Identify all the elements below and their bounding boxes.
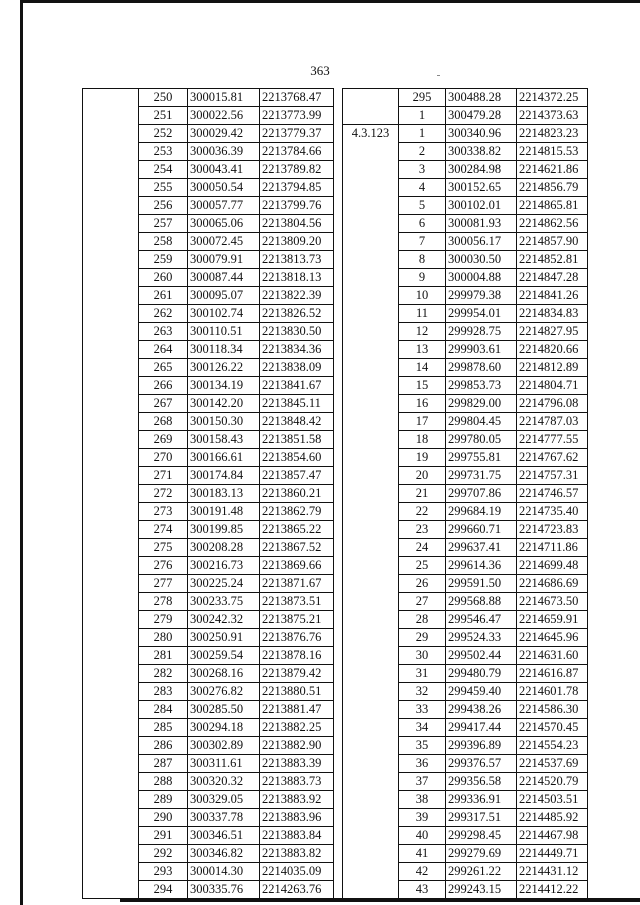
- x-coordinate-cell: 299298.45: [446, 827, 517, 845]
- x-coordinate-cell: 299853.73: [446, 377, 517, 395]
- point-number-cell: 260: [139, 269, 188, 287]
- x-coordinate-cell: 299660.71: [446, 521, 517, 539]
- y-coordinate-cell: 2214263.76: [260, 881, 334, 899]
- point-number-cell: 25: [399, 557, 446, 575]
- x-coordinate-cell: 299438.26: [446, 701, 517, 719]
- y-coordinate-cell: 2214412.22: [517, 881, 588, 899]
- x-coordinate-cell: 299568.88: [446, 593, 517, 611]
- coordinates-table-right: [342, 88, 588, 899]
- point-number-cell: 281: [139, 647, 188, 665]
- coordinates-table-right-body: [343, 89, 588, 899]
- point-number-cell: 3: [399, 161, 446, 179]
- x-coordinate-cell: 300250.91: [188, 629, 260, 647]
- x-coordinate-cell: 300102.74: [188, 305, 260, 323]
- coordinates-table-left: [82, 88, 334, 899]
- y-coordinate-cell: 2213818.13: [260, 269, 334, 287]
- y-coordinate-cell: 2214820.66: [517, 341, 588, 359]
- scan-edge-left: [20, 0, 23, 905]
- x-coordinate-cell: 299954.01: [446, 305, 517, 323]
- x-coordinate-cell: 299459.40: [446, 683, 517, 701]
- point-number-cell: 285: [139, 719, 188, 737]
- y-coordinate-cell: 2213848.42: [260, 413, 334, 431]
- point-number-cell: 272: [139, 485, 188, 503]
- x-coordinate-cell: 299243.15: [446, 881, 517, 899]
- scan-edge-top: [20, 0, 640, 3]
- y-coordinate-cell: 2213883.82: [260, 845, 334, 863]
- x-coordinate-cell: 299755.81: [446, 449, 517, 467]
- y-coordinate-cell: 2214856.79: [517, 179, 588, 197]
- point-number-cell: 275: [139, 539, 188, 557]
- point-number-cell: 289: [139, 791, 188, 809]
- y-coordinate-cell: 2213883.39: [260, 755, 334, 773]
- point-number-cell: 251: [139, 107, 188, 125]
- y-coordinate-cell: 2214616.87: [517, 665, 588, 683]
- x-coordinate-cell: 299829.00: [446, 395, 517, 413]
- point-number-cell: 290: [139, 809, 188, 827]
- x-coordinate-cell: 300259.54: [188, 647, 260, 665]
- y-coordinate-cell: 2214862.56: [517, 215, 588, 233]
- y-coordinate-cell: 2213794.85: [260, 179, 334, 197]
- y-coordinate-cell: 2213879.42: [260, 665, 334, 683]
- x-coordinate-cell: 300302.89: [188, 737, 260, 755]
- y-coordinate-cell: 2214723.83: [517, 521, 588, 539]
- section-cell-empty: [83, 89, 139, 899]
- x-coordinate-cell: 300081.93: [446, 215, 517, 233]
- y-coordinate-cell: 2213883.73: [260, 773, 334, 791]
- point-number-cell: 33: [399, 701, 446, 719]
- point-number-cell: 267: [139, 395, 188, 413]
- y-coordinate-cell: 2213875.21: [260, 611, 334, 629]
- y-coordinate-cell: 2214631.60: [517, 647, 588, 665]
- x-coordinate-cell: 300050.54: [188, 179, 260, 197]
- x-coordinate-cell: 300004.88: [446, 269, 517, 287]
- point-number-cell: 43: [399, 881, 446, 899]
- y-coordinate-cell: 2214823.23: [517, 125, 588, 143]
- y-coordinate-cell: 2213871.67: [260, 575, 334, 593]
- y-coordinate-cell: 2213876.76: [260, 629, 334, 647]
- point-number-cell: 42: [399, 863, 446, 881]
- x-coordinate-cell: 300015.81: [188, 89, 260, 107]
- x-coordinate-cell: 300268.16: [188, 665, 260, 683]
- x-coordinate-cell: 299317.51: [446, 809, 517, 827]
- x-coordinate-cell: 299336.91: [446, 791, 517, 809]
- x-coordinate-cell: 300102.01: [446, 197, 517, 215]
- y-coordinate-cell: 2213822.39: [260, 287, 334, 305]
- point-number-cell: 262: [139, 305, 188, 323]
- point-number-cell: 279: [139, 611, 188, 629]
- point-number-cell: 9: [399, 269, 446, 287]
- point-number-cell: 252: [139, 125, 188, 143]
- y-coordinate-cell: 2214735.40: [517, 503, 588, 521]
- y-coordinate-cell: 2214673.50: [517, 593, 588, 611]
- x-coordinate-cell: 299417.44: [446, 719, 517, 737]
- point-number-cell: 23: [399, 521, 446, 539]
- x-coordinate-cell: 300036.39: [188, 143, 260, 161]
- point-number-cell: 31: [399, 665, 446, 683]
- y-coordinate-cell: 2214767.62: [517, 449, 588, 467]
- point-number-cell: 30: [399, 647, 446, 665]
- point-number-cell: 288: [139, 773, 188, 791]
- x-coordinate-cell: 299731.75: [446, 467, 517, 485]
- point-number-cell: 258: [139, 233, 188, 251]
- y-coordinate-cell: 2214834.83: [517, 305, 588, 323]
- x-coordinate-cell: 300056.17: [446, 233, 517, 251]
- y-coordinate-cell: 2213779.37: [260, 125, 334, 143]
- x-coordinate-cell: 299356.58: [446, 773, 517, 791]
- x-coordinate-cell: 299376.57: [446, 755, 517, 773]
- x-coordinate-cell: 300118.34: [188, 341, 260, 359]
- y-coordinate-cell: 2213883.92: [260, 791, 334, 809]
- point-number-cell: 39: [399, 809, 446, 827]
- x-coordinate-cell: 299979.38: [446, 287, 517, 305]
- coordinates-table-left-body: [83, 89, 334, 899]
- table-row: [343, 125, 588, 143]
- point-number-cell: 250: [139, 89, 188, 107]
- x-coordinate-cell: 299502.44: [446, 647, 517, 665]
- x-coordinate-cell: 299878.60: [446, 359, 517, 377]
- y-coordinate-cell: 2214746.57: [517, 485, 588, 503]
- point-number-cell: 5: [399, 197, 446, 215]
- y-coordinate-cell: 2214537.69: [517, 755, 588, 773]
- x-coordinate-cell: 299804.45: [446, 413, 517, 431]
- point-number-cell: 2: [399, 143, 446, 161]
- y-coordinate-cell: 2214777.55: [517, 431, 588, 449]
- x-coordinate-cell: 299524.33: [446, 629, 517, 647]
- point-number-cell: 40: [399, 827, 446, 845]
- y-coordinate-cell: 2213773.99: [260, 107, 334, 125]
- point-number-cell: 293: [139, 863, 188, 881]
- y-coordinate-cell: 2214699.48: [517, 557, 588, 575]
- x-coordinate-cell: 300030.50: [446, 251, 517, 269]
- y-coordinate-cell: 2213845.11: [260, 395, 334, 413]
- y-coordinate-cell: 2214372.25: [517, 89, 588, 107]
- y-coordinate-cell: 2213882.90: [260, 737, 334, 755]
- point-number-cell: 15: [399, 377, 446, 395]
- point-number-cell: 14: [399, 359, 446, 377]
- y-coordinate-cell: 2213784.66: [260, 143, 334, 161]
- y-coordinate-cell: 2214796.08: [517, 395, 588, 413]
- x-coordinate-cell: 300087.44: [188, 269, 260, 287]
- point-number-cell: 41: [399, 845, 446, 863]
- x-coordinate-cell: 299480.79: [446, 665, 517, 683]
- x-coordinate-cell: 300152.65: [446, 179, 517, 197]
- y-coordinate-cell: 2214570.45: [517, 719, 588, 737]
- point-number-cell: 257: [139, 215, 188, 233]
- point-number-cell: 29: [399, 629, 446, 647]
- y-coordinate-cell: 2213854.60: [260, 449, 334, 467]
- point-number-cell: 7: [399, 233, 446, 251]
- point-number-cell: 6: [399, 215, 446, 233]
- y-coordinate-cell: 2214841.26: [517, 287, 588, 305]
- y-coordinate-cell: 2213882.25: [260, 719, 334, 737]
- point-number-cell: 266: [139, 377, 188, 395]
- y-coordinate-cell: 2214554.23: [517, 737, 588, 755]
- x-coordinate-cell: 299637.41: [446, 539, 517, 557]
- x-coordinate-cell: 300479.28: [446, 107, 517, 125]
- y-coordinate-cell: 2213838.09: [260, 359, 334, 377]
- x-coordinate-cell: 300276.82: [188, 683, 260, 701]
- y-coordinate-cell: 2214757.31: [517, 467, 588, 485]
- y-coordinate-cell: 2214503.51: [517, 791, 588, 809]
- x-coordinate-cell: 299614.36: [446, 557, 517, 575]
- point-number-cell: 26: [399, 575, 446, 593]
- y-coordinate-cell: 2214449.71: [517, 845, 588, 863]
- point-number-cell: 22: [399, 503, 446, 521]
- x-coordinate-cell: 300242.32: [188, 611, 260, 629]
- y-coordinate-cell: 2213789.82: [260, 161, 334, 179]
- y-coordinate-cell: 2214804.71: [517, 377, 588, 395]
- x-coordinate-cell: 300346.51: [188, 827, 260, 845]
- y-coordinate-cell: 2213826.52: [260, 305, 334, 323]
- point-number-cell: 256: [139, 197, 188, 215]
- x-coordinate-cell: 300110.51: [188, 323, 260, 341]
- x-coordinate-cell: 300166.61: [188, 449, 260, 467]
- y-coordinate-cell: 2214812.89: [517, 359, 588, 377]
- point-number-cell: 11: [399, 305, 446, 323]
- x-coordinate-cell: 299903.61: [446, 341, 517, 359]
- x-coordinate-cell: 300233.75: [188, 593, 260, 611]
- point-number-cell: 20: [399, 467, 446, 485]
- page-number: 363: [310, 63, 330, 78]
- point-number-cell: 254: [139, 161, 188, 179]
- section-cell-empty: [343, 89, 399, 125]
- y-coordinate-cell: 2214373.63: [517, 107, 588, 125]
- y-coordinate-cell: 2213862.79: [260, 503, 334, 521]
- y-coordinate-cell: 2213834.36: [260, 341, 334, 359]
- table-row: [83, 89, 334, 107]
- point-number-cell: 259: [139, 251, 188, 269]
- x-coordinate-cell: 300126.22: [188, 359, 260, 377]
- point-number-cell: 278: [139, 593, 188, 611]
- x-coordinate-cell: 300335.76: [188, 881, 260, 899]
- y-coordinate-cell: 2213867.52: [260, 539, 334, 557]
- x-coordinate-cell: 299261.22: [446, 863, 517, 881]
- point-number-cell: 284: [139, 701, 188, 719]
- point-number-cell: 270: [139, 449, 188, 467]
- point-number-cell: 265: [139, 359, 188, 377]
- x-coordinate-cell: 300022.56: [188, 107, 260, 125]
- point-number-cell: 294: [139, 881, 188, 899]
- point-number-cell: 264: [139, 341, 188, 359]
- y-coordinate-cell: 2213804.56: [260, 215, 334, 233]
- x-coordinate-cell: 300199.85: [188, 521, 260, 539]
- y-coordinate-cell: 2214586.30: [517, 701, 588, 719]
- y-coordinate-cell: 2214815.53: [517, 143, 588, 161]
- point-number-cell: 27: [399, 593, 446, 611]
- y-coordinate-cell: 2213878.16: [260, 647, 334, 665]
- x-coordinate-cell: 300142.20: [188, 395, 260, 413]
- x-coordinate-cell: 299591.50: [446, 575, 517, 593]
- y-coordinate-cell: 2213841.67: [260, 377, 334, 395]
- y-coordinate-cell: 2214686.69: [517, 575, 588, 593]
- x-coordinate-cell: 300338.82: [446, 143, 517, 161]
- y-coordinate-cell: 2214645.96: [517, 629, 588, 647]
- y-coordinate-cell: 2213813.73: [260, 251, 334, 269]
- point-number-cell: 269: [139, 431, 188, 449]
- point-number-cell: 28: [399, 611, 446, 629]
- point-number-cell: 268: [139, 413, 188, 431]
- y-coordinate-cell: 2213830.50: [260, 323, 334, 341]
- y-coordinate-cell: 2214467.98: [517, 827, 588, 845]
- point-number-cell: 283: [139, 683, 188, 701]
- y-coordinate-cell: 2213880.51: [260, 683, 334, 701]
- y-coordinate-cell: 2214431.12: [517, 863, 588, 881]
- x-coordinate-cell: 300216.73: [188, 557, 260, 575]
- point-number-cell: 37: [399, 773, 446, 791]
- y-coordinate-cell: 2213768.47: [260, 89, 334, 107]
- x-coordinate-cell: 300311.61: [188, 755, 260, 773]
- x-coordinate-cell: 300294.18: [188, 719, 260, 737]
- y-coordinate-cell: 2214485.92: [517, 809, 588, 827]
- x-coordinate-cell: 299684.19: [446, 503, 517, 521]
- y-coordinate-cell: 2214520.79: [517, 773, 588, 791]
- x-coordinate-cell: 299707.86: [446, 485, 517, 503]
- y-coordinate-cell: 2214601.78: [517, 683, 588, 701]
- x-coordinate-cell: 300340.96: [446, 125, 517, 143]
- x-coordinate-cell: 300285.50: [188, 701, 260, 719]
- point-number-cell: 286: [139, 737, 188, 755]
- x-coordinate-cell: 299928.75: [446, 323, 517, 341]
- point-number-cell: 282: [139, 665, 188, 683]
- point-number-cell: 24: [399, 539, 446, 557]
- x-coordinate-cell: 300065.06: [188, 215, 260, 233]
- y-coordinate-cell: 2213869.66: [260, 557, 334, 575]
- y-coordinate-cell: 2213881.47: [260, 701, 334, 719]
- point-number-cell: 19: [399, 449, 446, 467]
- x-coordinate-cell: 300158.43: [188, 431, 260, 449]
- point-number-cell: 16: [399, 395, 446, 413]
- table-row: [343, 89, 588, 107]
- point-number-cell: 35: [399, 737, 446, 755]
- x-coordinate-cell: 300057.77: [188, 197, 260, 215]
- x-coordinate-cell: 300095.07: [188, 287, 260, 305]
- y-coordinate-cell: 2214827.95: [517, 323, 588, 341]
- x-coordinate-cell: 300014.30: [188, 863, 260, 881]
- y-coordinate-cell: 2214865.81: [517, 197, 588, 215]
- x-coordinate-cell: 300079.91: [188, 251, 260, 269]
- y-coordinate-cell: 2214847.28: [517, 269, 588, 287]
- x-coordinate-cell: 300346.82: [188, 845, 260, 863]
- point-number-cell: 263: [139, 323, 188, 341]
- x-coordinate-cell: 299546.47: [446, 611, 517, 629]
- x-coordinate-cell: 300174.84: [188, 467, 260, 485]
- x-coordinate-cell: 299396.89: [446, 737, 517, 755]
- point-number-cell: 18: [399, 431, 446, 449]
- point-number-cell: 291: [139, 827, 188, 845]
- point-number-cell: 13: [399, 341, 446, 359]
- point-number-cell: 32: [399, 683, 446, 701]
- point-number-cell: 273: [139, 503, 188, 521]
- point-number-cell: 12: [399, 323, 446, 341]
- point-number-cell: 10: [399, 287, 446, 305]
- point-number-cell: 292: [139, 845, 188, 863]
- x-coordinate-cell: 300284.98: [446, 161, 517, 179]
- x-coordinate-cell: 300183.13: [188, 485, 260, 503]
- point-number-cell: 274: [139, 521, 188, 539]
- point-number-cell: 295: [399, 89, 446, 107]
- y-coordinate-cell: 2214711.86: [517, 539, 588, 557]
- y-coordinate-cell: 2213883.96: [260, 809, 334, 827]
- point-number-cell: 1: [399, 107, 446, 125]
- point-number-cell: 17: [399, 413, 446, 431]
- x-coordinate-cell: 300072.45: [188, 233, 260, 251]
- x-coordinate-cell: 300029.42: [188, 125, 260, 143]
- point-number-cell: 36: [399, 755, 446, 773]
- x-coordinate-cell: 300134.19: [188, 377, 260, 395]
- point-number-cell: 261: [139, 287, 188, 305]
- y-coordinate-cell: 2213865.22: [260, 521, 334, 539]
- y-coordinate-cell: 2213860.21: [260, 485, 334, 503]
- y-coordinate-cell: 2213857.47: [260, 467, 334, 485]
- x-coordinate-cell: 300320.32: [188, 773, 260, 791]
- x-coordinate-cell: 300225.24: [188, 575, 260, 593]
- point-number-cell: 277: [139, 575, 188, 593]
- y-coordinate-cell: 2214659.91: [517, 611, 588, 629]
- x-coordinate-cell: 300329.05: [188, 791, 260, 809]
- point-number-cell: 1: [399, 125, 446, 143]
- y-coordinate-cell: 2213883.84: [260, 827, 334, 845]
- y-coordinate-cell: 2213809.20: [260, 233, 334, 251]
- y-coordinate-cell: 2214035.09: [260, 863, 334, 881]
- y-coordinate-cell: 2213873.51: [260, 593, 334, 611]
- point-number-cell: 276: [139, 557, 188, 575]
- x-coordinate-cell: 300208.28: [188, 539, 260, 557]
- point-number-cell: 34: [399, 719, 446, 737]
- x-coordinate-cell: 299279.69: [446, 845, 517, 863]
- y-coordinate-cell: 2214787.03: [517, 413, 588, 431]
- point-number-cell: 4: [399, 179, 446, 197]
- y-coordinate-cell: 2214621.86: [517, 161, 588, 179]
- point-number-cell: 255: [139, 179, 188, 197]
- x-coordinate-cell: 300043.41: [188, 161, 260, 179]
- y-coordinate-cell: 2214857.90: [517, 233, 588, 251]
- y-coordinate-cell: 2213799.76: [260, 197, 334, 215]
- point-number-cell: 280: [139, 629, 188, 647]
- point-number-cell: 271: [139, 467, 188, 485]
- y-coordinate-cell: 2213851.58: [260, 431, 334, 449]
- point-number-cell: 253: [139, 143, 188, 161]
- x-coordinate-cell: 300488.28: [446, 89, 517, 107]
- point-number-cell: 21: [399, 485, 446, 503]
- section-label-cell: 4.3.123: [343, 125, 399, 899]
- x-coordinate-cell: 300150.30: [188, 413, 260, 431]
- x-coordinate-cell: 299780.05: [446, 431, 517, 449]
- y-coordinate-cell: 2214852.81: [517, 251, 588, 269]
- point-number-cell: 38: [399, 791, 446, 809]
- x-coordinate-cell: 300337.78: [188, 809, 260, 827]
- point-number-cell: 8: [399, 251, 446, 269]
- point-number-cell: 287: [139, 755, 188, 773]
- x-coordinate-cell: 300191.48: [188, 503, 260, 521]
